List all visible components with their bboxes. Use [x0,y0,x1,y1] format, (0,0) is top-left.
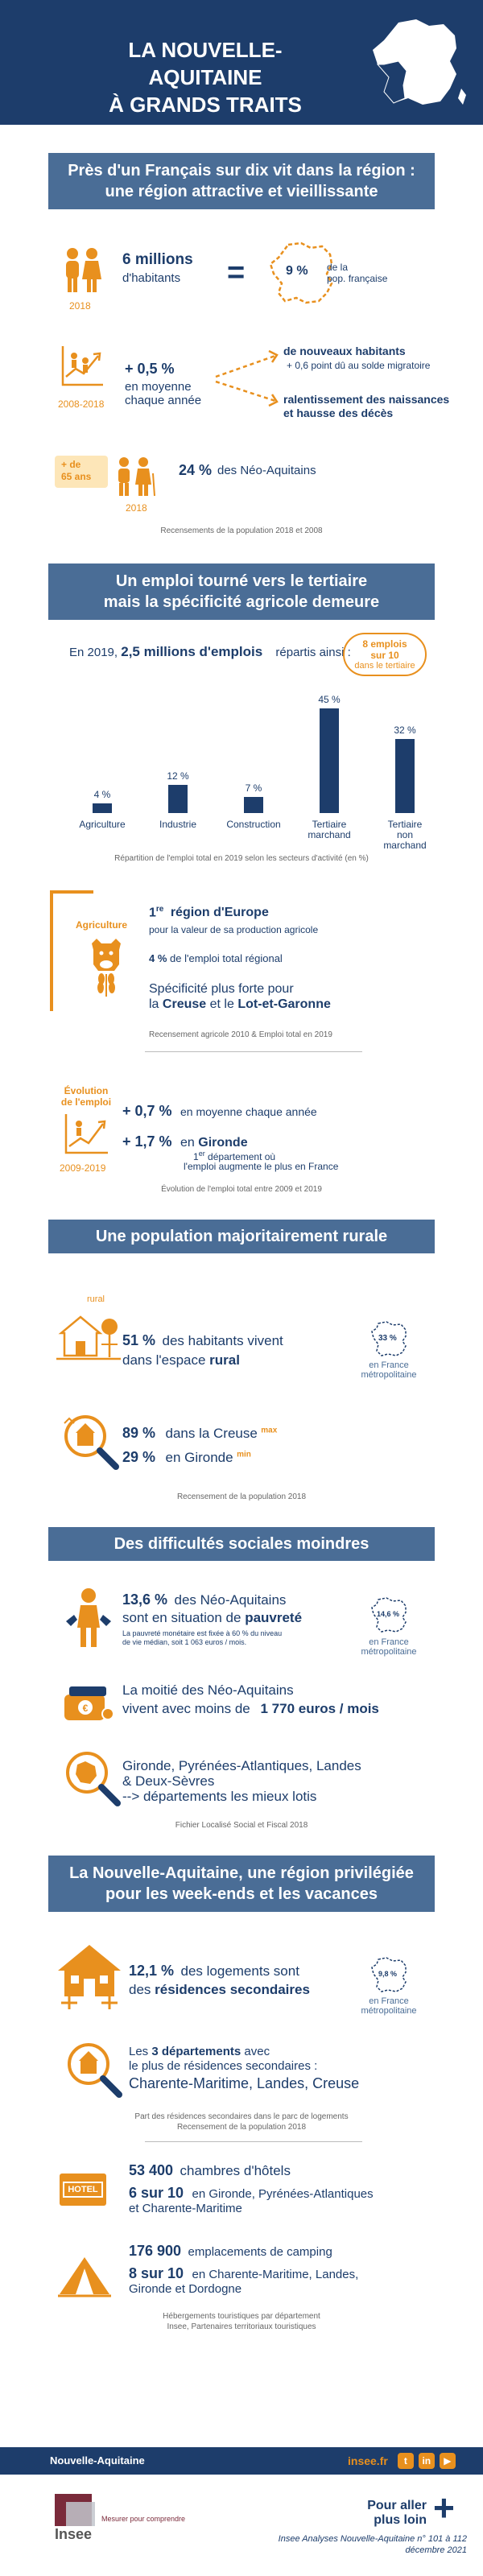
rural-label-bold: rural [209,1352,240,1368]
hotel-share-label: en Gironde, Pyrénées-Atlantiques [192,2187,374,2201]
bar-value-label: 45 % [318,694,341,705]
bar-category-label [66,819,138,830]
map-label-line: en France [369,1996,409,2006]
agri-spec-line [149,997,331,1012]
map-pct: 9,8 % [378,1970,398,1978]
bar-category-label [142,819,214,830]
source-note: Part des résidences secondaires dans le parc de logements [134,2112,349,2121]
title-line-1: LA NOUVELLE-AQUITAINE [128,38,283,89]
poverty-label: des Néo-Aquitains [174,1592,287,1608]
bar-category-line: Tertiaire [387,819,423,830]
seniors-icon [113,456,158,497]
departments-bold: 3 départements [151,2045,242,2058]
departments-label: avec [244,2045,270,2058]
best-departments-line: Gironde, Pyrénées-Atlantiques, Landes [122,1758,361,1773]
magnifier-house-icon [61,2038,124,2099]
rural-label: dans l'espace [122,1352,206,1368]
banner-line: La Nouvelle-Aquitaine, une région privilégiée [69,1864,414,1882]
cow-wheat-icon [82,934,130,998]
publication-date: décembre 2021 [405,2545,467,2555]
person-empty-pockets-icon [63,1586,114,1650]
section-divider [145,1051,362,1052]
pop-label: d'habitants [122,271,181,285]
evo-value-1: + 0,7 % [122,1103,172,1119]
rural-house-icon [56,1306,121,1370]
intro-suffix: répartis ainsi : [275,646,351,659]
evo-source: Évolution de l'emploi total entre 2009 et 2019 [161,1185,322,1194]
youtube-icon[interactable]: ▶ [440,2453,456,2469]
agri-rank [149,905,269,920]
pop-year: 2018 [69,300,91,312]
bar-tertiaire-non-marchand [395,739,415,813]
agri-spec-word: la [149,997,159,1011]
bar-value-label: 4 % [93,789,111,801]
growth-reason-migration-sub: + 0,6 point dû au solde migratoire [287,360,431,371]
bar-value-label: 7 % [245,782,262,794]
map-label-line: métropolitaine [361,1647,417,1657]
section-banner-social [48,1527,435,1561]
agri-tag: Agriculture [76,919,128,931]
evo-sub-suffix: er [198,1150,205,1158]
min-tag: min [237,1450,251,1459]
section-banner-rural [48,1220,435,1253]
gironde-pct: 29 % [122,1449,156,1465]
banner-line: Près d'un Français sur dix vit dans la région : [68,162,415,180]
second-homes-line-1 [129,1963,299,1979]
hotel-share-label: et Charente-Maritime [129,2202,242,2215]
insee-tagline: Mesurer pour comprendre [101,2515,186,2523]
best-departments-line: & Deux-Sèvres [122,1773,215,1789]
insee-logo [55,2494,97,2542]
agri-rank-number: 1 [149,906,156,920]
section-divider [145,2141,362,2142]
bar-agriculture [93,803,112,813]
pop-pct-label: pop. française [327,273,388,284]
banner-line: pour les week-ends et les vacances [105,1885,378,1903]
equals-sign: = [227,256,246,290]
evo-sub-number: 1 [193,1151,199,1162]
agri-accent-line [50,890,93,894]
poverty-line-1 [122,1591,286,1608]
publication-ref: Insee Analyses Nouvelle-Aquitaine n° 101 à 112 [278,2534,467,2544]
second-homes-pct: 12,1 % [129,1963,175,1979]
second-homes-label: des logements sont [180,1963,299,1979]
agri-rank-text: région d'Europe [170,906,269,920]
bar-industrie [168,785,188,813]
senior-tag [55,456,108,488]
twitter-icon[interactable]: t [398,2453,414,2469]
pop-pct: 9 % [286,264,308,278]
tent-icon [58,2254,111,2299]
hotel-label: chambres d'hôtels [180,2163,291,2178]
camping-share: 8 sur 10 [129,2265,184,2281]
senior-label: des Néo-Aquitains [217,464,316,477]
plus-icon[interactable]: + [433,2487,455,2529]
section-banner-holidays [48,1856,435,1912]
source-note: Recensements de la population 2018 et 2008 [160,526,323,535]
agri-pct: 4 % [149,952,167,964]
growth-reason-migration: de nouveaux habitants [283,345,406,357]
france-map-icon [366,14,471,111]
departments-list: Charente-Maritime, Landes, Creuse [129,2075,360,2091]
bar-category-line: non [396,829,414,840]
gironde-label: en Gironde [165,1450,233,1465]
pop-value: 6 millions [122,251,193,268]
camping-line-1 [129,2243,332,2260]
map-label [353,1360,425,1380]
camping-label: emplacements de camping [188,2245,332,2259]
source-note: Hébergements touristiques par département [163,2312,320,2321]
income-line [122,1701,379,1717]
agri-spec-line: Spécificité plus forte pour [149,982,294,996]
evo-period: 2009-2019 [60,1162,106,1174]
footer-links [348,2453,456,2469]
intro-prefix: En 2019, [69,646,118,659]
poverty-pct: 13,6 % [122,1591,168,1608]
magnifier-map-icon [60,1747,122,1808]
intro-bold: 2,5 millions d'emplois [121,644,263,659]
rural-line-2 [122,1352,240,1368]
agri-accent-line [50,890,53,1011]
evo-value-2: + 1,7 % [122,1133,172,1150]
creuse-label: dans la Creuse [165,1426,258,1441]
second-homes-label: des [129,1982,151,1997]
agri-source: Recensement agricole 2010 & Emploi total en 2019 [149,1030,332,1039]
source-note: Recensement de la population 2018 [176,1492,307,1501]
growth-chart-icon [58,341,106,390]
income-label: vivent avec moins de [122,1701,250,1716]
linkedin-icon[interactable]: in [419,2453,435,2469]
section-banner-employment [48,564,435,620]
map-label-line: métropolitaine [361,1370,417,1380]
source-note: Fichier Localisé Social et Fiscal 2018 [175,1821,308,1830]
bubble-line: 8 emplois [362,638,407,650]
departments-line-1 [129,2045,270,2058]
section-banner-population [48,153,435,209]
bar-construction [244,797,263,813]
agri-pct-line [149,952,283,964]
source-note: Recensement de la population 2018 [176,2123,307,2132]
growth-value: + 0,5 % [125,361,175,377]
evo-sub-text: l'emploi augmente le plus en France [184,1161,339,1172]
income-line: La moitié des Néo-Aquitains [122,1682,294,1698]
hotel-value: 53 400 [129,2162,174,2178]
page-title [72,36,338,118]
rural-label: des habitants vivent [162,1333,283,1348]
creuse-pct: 89 % [122,1425,156,1441]
map-label-line: en France [369,1360,409,1370]
poverty-line-2 [122,1610,302,1626]
more-info[interactable] [354,2499,427,2528]
map-pct: 33 % [378,1334,397,1343]
bar-category-line: Industrie [159,819,197,830]
evo-label-2: en [180,1136,195,1150]
map-label-line: métropolitaine [361,2006,417,2016]
growth-label: en moyenne [125,380,192,394]
growth-period: 2008-2018 [58,398,105,410]
holiday-house-icon [53,1940,126,2009]
evo-label-1: en moyenne chaque année [180,1105,317,1118]
rural-line-1 [122,1332,283,1349]
more-info-line: plus loin [374,2513,427,2527]
dashed-arrows-icon [211,346,283,411]
svg-text:€: € [82,1703,89,1714]
banner-line: une région attractive et vieillissante [105,183,378,200]
bar-category-label [369,819,441,851]
poverty-label-bold: pauvreté [245,1610,303,1625]
insee-site-link[interactable]: insee.fr [348,2454,388,2467]
best-departments-line: --> départements les mieux lotis [122,1789,317,1804]
second-homes-bold: résidences secondaires [155,1982,310,1997]
agri-rank-suffix: re [155,905,164,914]
magnifier-house-icon [58,1410,121,1472]
income-value: 1 770 euros / mois [260,1701,379,1716]
hotel-line-1 [129,2162,291,2179]
banner-line: Un emploi tourné vers le tertiaire [115,572,368,590]
map-pct: 14,6 % [377,1610,400,1618]
evo-tag-line: de l'emploi [60,1096,112,1108]
evo-tag-line: Évolution [64,1085,109,1096]
hotel-line-2 [129,2185,374,2202]
map-label-line: en France [369,1637,409,1647]
rural-pct: 51 % [122,1332,156,1348]
agri-spec-word: et le [209,997,234,1011]
evo-sub-text: département où [208,1151,276,1162]
page-header [0,0,483,125]
insee-logo-text: Insee [55,2526,93,2542]
growth-reason-births: ralentissement des naissances [283,393,450,406]
employment-intro [69,644,351,660]
agri-spec-creuse: Creuse [162,997,207,1011]
bar-category-line: marchand [308,829,351,840]
bar-value-label: 12 % [167,770,189,782]
hotel-sign-text: HOTEL [63,2182,103,2198]
evo-line-1 [122,1103,317,1120]
bubble-line: dans le tertiaire [354,661,415,671]
gironde-line [122,1449,251,1466]
camping-share-label: Gironde et Dordogne [129,2282,242,2296]
evo-label-gironde: Gironde [198,1136,248,1150]
map-label [353,1637,425,1657]
bar-category-label [293,819,365,840]
agri-pct-label: de l'emploi total régional [170,952,283,964]
family-icon [58,246,106,294]
bar-value-label: 32 % [394,724,416,736]
senior-year: 2018 [126,502,147,514]
map-label [353,1996,425,2016]
title-line-2: À GRANDS TRAITS [109,93,302,117]
banner-line: Une population majoritairement rurale [95,1228,388,1245]
bar-category-line: Agriculture [79,819,126,830]
max-tag: max [261,1426,278,1435]
camping-value: 176 900 [129,2243,182,2259]
source-note: Insee, Partenaires territoriaux touristiques [167,2322,316,2331]
senior-tag-line: 65 ans [61,471,92,482]
banner-line: Des difficultés sociales moindres [114,1535,369,1553]
camping-line-2 [129,2265,358,2282]
poverty-note: de vie médian, soit 1 063 euros / mois. [122,1638,247,1646]
poverty-label: sont en situation de [122,1610,242,1625]
employment-bar-chart [64,684,443,853]
tertiary-bubble [343,633,427,676]
departments-label: le plus de résidences secondaires : [129,2059,318,2073]
money-icon [61,1678,114,1725]
departments-label: Les [129,2045,149,2058]
pop-pct-label: de la [327,262,349,273]
bar-category-line: Construction [226,819,281,830]
chart-source: Répartition de l'emploi total en 2019 selon les secteurs d'activité (en %) [114,854,369,863]
footer-bar [0,2447,483,2475]
bar-category-line: marchand [383,840,427,851]
second-homes-line-2 [129,1982,310,1998]
bar-category-label [217,819,290,830]
footer-region: Nouvelle-Aquitaine [50,2454,145,2467]
bar-tertiaire-marchand [320,708,339,813]
agri-rank-sub: pour la valeur de sa production agricole [149,924,319,935]
agri-spec-lot: Lot-et-Garonne [237,997,331,1011]
growth-label: chaque année [125,394,202,407]
insee-logo-mark [66,2502,95,2526]
hotel-icon [60,2174,106,2206]
evo-tag [58,1085,114,1108]
evo-line-2 [122,1133,248,1150]
rural-tag: rural [87,1294,105,1304]
senior-pct: 24 % [179,462,213,478]
bar-category-line: Tertiaire [312,819,347,830]
more-info-line: Pour aller [367,2499,427,2512]
senior-tag-line: + de [61,459,81,470]
employment-growth-icon [61,1109,111,1158]
hotel-share: 6 sur 10 [129,2185,184,2201]
growth-reason-births: et hausse des décès [283,407,394,419]
bubble-line: sur 10 [370,650,399,661]
camping-share-label: en Charente-Maritime, Landes, [192,2268,359,2281]
creuse-line [122,1425,277,1442]
poverty-note: La pauvreté monétaire est fixée à 60 % du niveau [122,1629,283,1637]
banner-line: mais la spécificité agricole demeure [103,593,380,611]
